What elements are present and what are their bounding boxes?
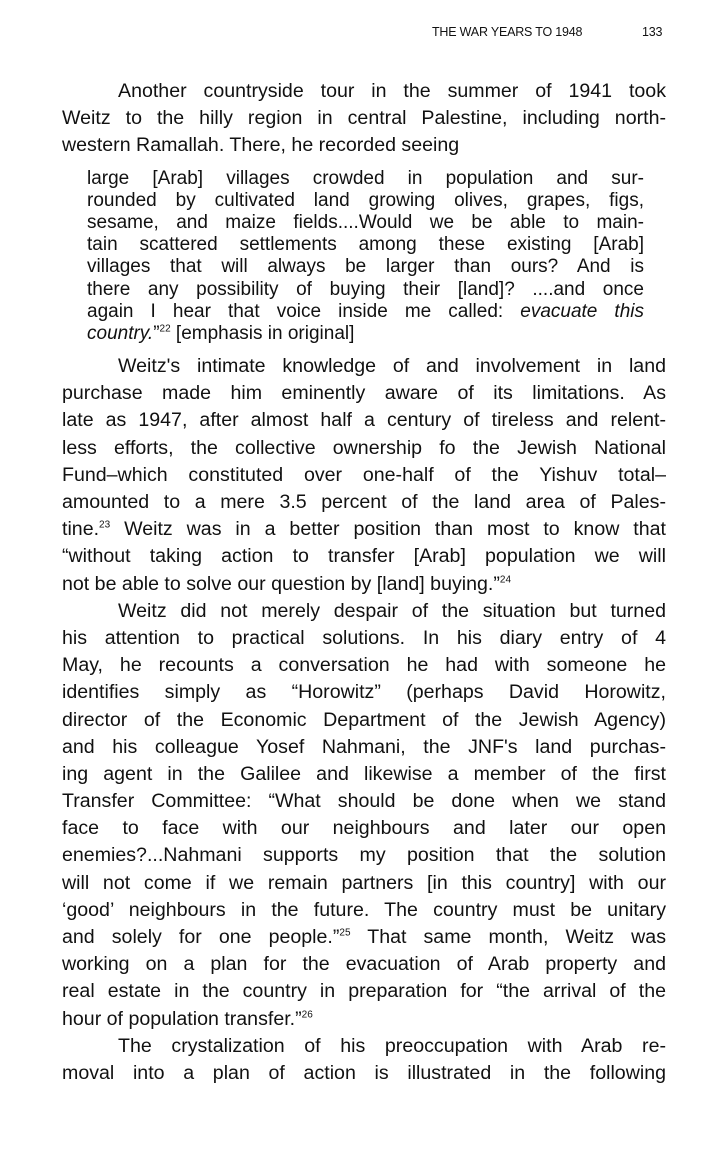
footnote-ref-22[interactable]: 22: [159, 323, 171, 335]
text-line: ‘good’ neighbours in the future. The country must be unitary: [62, 898, 666, 921]
text-line: will not come if we remain partners [in this country] with our: [62, 871, 666, 894]
text-line: and his colleague Yosef Nahmani, the JNF's land purchas-: [62, 735, 666, 758]
text-line: working on a plan for the evacuation of Arab property and: [62, 953, 666, 976]
text-line: Weitz's intimate knowledge of and involvement in land: [118, 355, 666, 378]
text: That same month, Weitz was: [350, 926, 666, 948]
text-line: moval into a plan of action is illustrated in the following: [62, 1061, 666, 1084]
footnote-ref-25[interactable]: 25: [339, 927, 351, 939]
page-number: 133: [642, 25, 663, 39]
text-line: [62, 1006, 666, 1033]
text-line: director of the Economic Department of the Jewish Agency): [62, 708, 666, 731]
footnote-ref-24[interactable]: 24: [499, 574, 512, 586]
text-line: face to face with our neighbours and later our open: [62, 817, 666, 840]
text-line: [62, 516, 666, 543]
quote-line: [87, 323, 644, 345]
text-line: Another countryside tour in the summer of 1941 took: [118, 80, 666, 102]
quote-line: large [Arab] villages crowded in population and sur-: [87, 167, 644, 189]
body-text: [62, 78, 666, 1087]
text-line: ing agent in the Galilee and likewise a member of the first: [62, 762, 666, 785]
quote-line: there any possibility of buying their [land]? ....and once: [87, 278, 644, 300]
text-line: identifies simply as “Horowitz” (perhaps David Horowitz,: [62, 681, 666, 704]
text-line: his attention to practical solutions. In his diary entry of 4: [62, 626, 666, 649]
quote-line: [87, 301, 644, 323]
text-line: May, he recounts a conversation he had with someone he: [62, 654, 666, 677]
text-line: “without taking action to transfer [Arab] population we will: [62, 545, 666, 568]
text-line: Fund–which constituted over one-half of the Yishuv total–: [62, 463, 666, 486]
block-quote: [87, 168, 644, 346]
text: hour of population transfer.”: [62, 1007, 302, 1030]
text: not be able to solve our question by [land] buying.”: [62, 572, 500, 595]
footnote-ref-23[interactable]: 23: [99, 519, 111, 531]
text-line: real estate in the country in preparation for “the arrival of the: [62, 980, 666, 1003]
running-title: THE WAR YEARS TO 1948: [432, 25, 583, 39]
quote-line: villages that will always be larger than ours? And is: [87, 256, 644, 278]
emphasis-text: country.: [87, 322, 154, 344]
quote-text: again I hear that voice inside me called:: [87, 300, 504, 322]
paragraph-2: [62, 353, 666, 598]
text-line: The crystalization of his preoccupation with Arab re-: [118, 1034, 666, 1057]
paragraph-1: [62, 78, 666, 160]
running-header: [432, 25, 663, 39]
text-line: [62, 571, 666, 598]
quote-text: [emphasis in original]: [170, 322, 355, 344]
emphasis-text: evacuate this: [520, 300, 644, 322]
text-line: Weitz to the hilly region in central Palestine, including north-: [62, 107, 666, 130]
text-line: [62, 924, 666, 951]
text-line: Weitz did not merely despair of the situation but turned: [118, 599, 666, 622]
footnote-ref-26[interactable]: 26: [301, 1009, 313, 1021]
text: Weitz was in a better position than most to know that: [110, 518, 666, 541]
text-line: less efforts, the collective ownership fo the Jewish National: [62, 436, 666, 459]
paragraph-3: [62, 598, 666, 1033]
text-line: amounted to a mere 3.5 percent of the land area of Pales-: [62, 491, 666, 513]
text-line: western Ramallah. There, he recorded seeing: [62, 134, 460, 157]
text-line: enemies?...Nahmani supports my position that the solution: [62, 844, 666, 867]
text: and solely for one people.”: [62, 926, 340, 948]
quote-line: tain scattered settlements among these existing [Arab]: [87, 234, 644, 256]
quote-line: rounded by cultivated land growing olives, grapes, figs,: [87, 189, 644, 211]
quote-mark: ”: [153, 322, 160, 344]
text-line: purchase made him eminently aware of its limitations. As: [62, 382, 666, 405]
text-line: late as 1947, after almost half a century of tireless and relent-: [62, 409, 666, 432]
text: tine.: [62, 518, 100, 541]
paragraph-4: [62, 1033, 666, 1087]
text-line: Transfer Committee: “What should be done when we stand: [62, 790, 666, 813]
quote-line: sesame, and maize fields....Would we be able to main-: [87, 211, 644, 233]
